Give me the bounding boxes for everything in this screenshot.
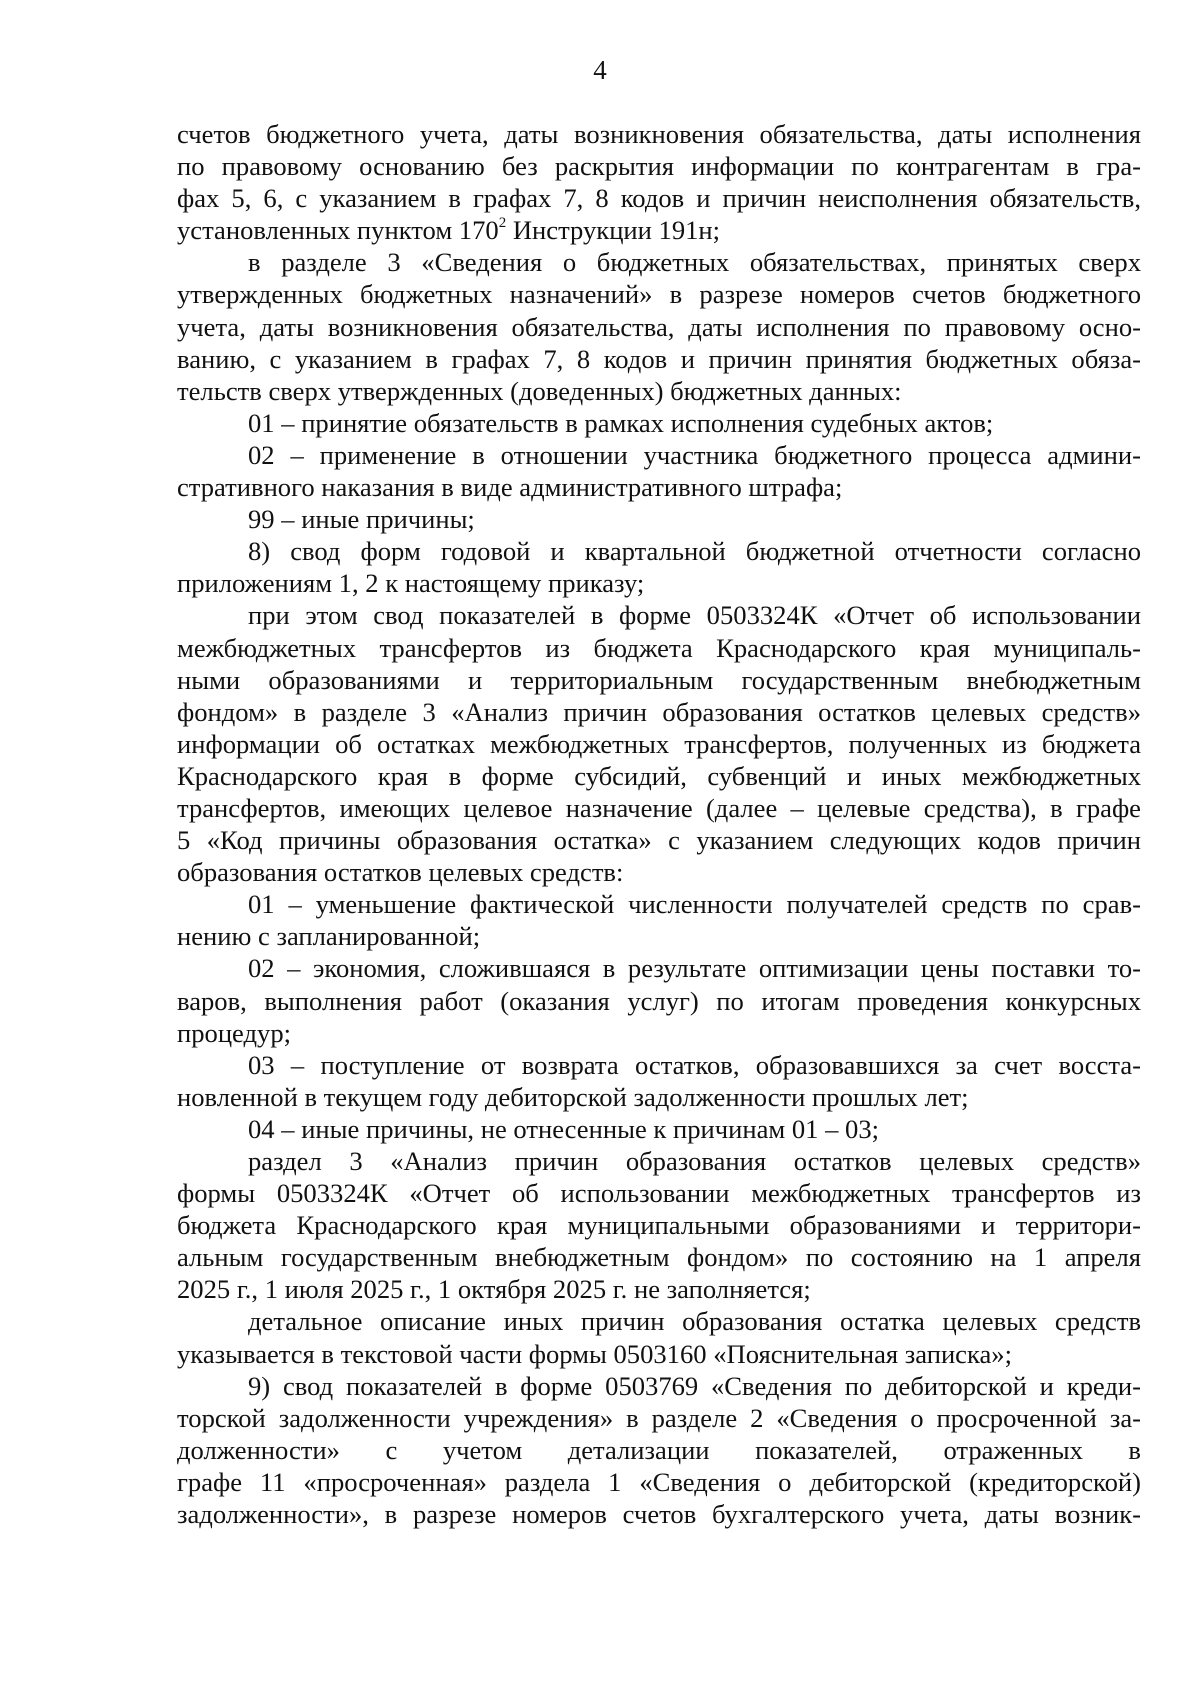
text-line: формы 0503324К «Отчет об использовании межбюджетных трансфертов из bbox=[177, 1178, 1141, 1209]
text-line: ванию, с указанием в графах 7, 8 кодов и причин принятия бюджетных обяза- bbox=[177, 343, 1141, 374]
text-line: тельств сверх утвержденных (доведенных) бюджетных данных: bbox=[177, 375, 902, 406]
list-item: 01 – принятие обязательств в рамках исполнения судебных актов; bbox=[248, 407, 994, 438]
text-line: приложениям 1, 2 к настоящему приказу; bbox=[177, 568, 645, 599]
text-line: задолженности», в разрезе номеров счетов бухгалтерского учета, даты возник- bbox=[177, 1499, 1141, 1530]
paragraph-first-line: детальное описание иных причин образования остатка целевых средств bbox=[248, 1306, 1141, 1337]
text-line: ными образованиями и территориальным государственным внебюджетным bbox=[177, 664, 1141, 695]
text-line: нению с запланированной; bbox=[177, 921, 481, 952]
text-line: указывается в текстовой части формы 0503160 «Пояснительная записка»; bbox=[177, 1338, 1012, 1369]
text-line: информации об остатках межбюджетных трансфертов, полученных из бюджета bbox=[177, 728, 1141, 759]
text-line: 2025 г., 1 июля 2025 г., 1 октября 2025 г. не заполняется; bbox=[177, 1274, 811, 1305]
text-line: новленной в текущем году дебиторской задолженности прошлых лет; bbox=[177, 1081, 969, 1112]
page-number: 4 bbox=[593, 55, 607, 85]
paragraph-first-line: в разделе 3 «Сведения о бюджетных обязательствах, принятых сверх bbox=[248, 247, 1141, 278]
text-line: графе 11 «просроченная» раздела 1 «Сведения о дебиторской (кредиторской) bbox=[177, 1466, 1141, 1497]
paragraph-first-line: при этом свод показателей в форме 0503324К «Отчет об использовании bbox=[248, 600, 1141, 631]
paragraph-first-line: 8) свод форм годовой и квартальной бюджетной отчетности согласно bbox=[248, 536, 1141, 567]
text-fragment: Инструкции 191н; bbox=[506, 215, 721, 246]
text-line: учета, даты возникновения обязательства, даты исполнения по правовому осно- bbox=[177, 311, 1141, 342]
superscript: 2 bbox=[498, 215, 507, 232]
text-line: образования остатков целевых средств: bbox=[177, 857, 624, 888]
text-line: долженности» с учетом детализации показателей, отраженных в bbox=[177, 1434, 1141, 1465]
paragraph-first-line: 9) свод показателей в форме 0503769 «Сведения по дебиторской и креди- bbox=[248, 1370, 1141, 1401]
text-line: варов, выполнения работ (оказания услуг) по итогам проведения конкурсных bbox=[177, 985, 1141, 1016]
text-line: утвержденных бюджетных назначений» в разрезе номеров счетов бюджетного bbox=[177, 279, 1141, 310]
text-line: по правовому основанию без раскрытия информации по контрагентам в гра- bbox=[177, 151, 1141, 182]
paragraph-first-line: раздел 3 «Анализ причин образования остатков целевых средств» bbox=[248, 1146, 1141, 1176]
text-line: альным государственным внебюджетным фондом» по состоянию на 1 апреля bbox=[177, 1242, 1141, 1273]
text-line: трансфертов, имеющих целевое назначение (далее – целевые средства), в графе bbox=[177, 792, 1141, 823]
text-line: торской задолженности учреждения» в разделе 2 «Сведения о просроченной за- bbox=[177, 1402, 1141, 1433]
list-item: 04 – иные причины, не отнесенные к причинам 01 – 03; bbox=[248, 1113, 880, 1144]
text-line: процедур; bbox=[177, 1017, 292, 1048]
list-item: 01 – уменьшение фактической численности получателей средств по срав- bbox=[248, 889, 1141, 920]
text-line: стративного наказания в виде административного штрафа; bbox=[177, 472, 843, 503]
document-body bbox=[177, 118, 1141, 1530]
list-item: 03 – поступление от возврата остатков, образовавшихся за счет восста- bbox=[248, 1049, 1141, 1080]
list-item: 02 – экономия, сложившаяся в результате оптимизации цены поставки то- bbox=[248, 953, 1141, 984]
text-line: 5 «Код причины образования остатка» с указанием следующих кодов причин bbox=[177, 825, 1141, 856]
text-fragment: установленных пунктом 170 bbox=[177, 215, 499, 246]
text-line-with-superscript bbox=[177, 214, 1141, 246]
text-line: Краснодарского края в форме субсидий, субвенций и иных межбюджетных bbox=[177, 760, 1141, 791]
text-line: фах 5, 6, с указанием в графах 7, 8 кодов и причин неисполнения обязательств, bbox=[177, 183, 1141, 214]
text-line: бюджета Краснодарского края муниципальными образованиями и территори- bbox=[177, 1210, 1141, 1241]
list-item: 02 – применение в отношении участника бюджетного процесса админи- bbox=[248, 439, 1141, 470]
text-line: фондом» в разделе 3 «Анализ причин образования остатков целевых средств» bbox=[177, 696, 1141, 727]
list-item: 99 – иные причины; bbox=[248, 504, 475, 535]
text-line: счетов бюджетного учета, даты возникновения обязательства, даты исполнения bbox=[177, 119, 1141, 149]
text-line: межбюджетных трансфертов из бюджета Краснодарского края муниципаль- bbox=[177, 632, 1141, 663]
